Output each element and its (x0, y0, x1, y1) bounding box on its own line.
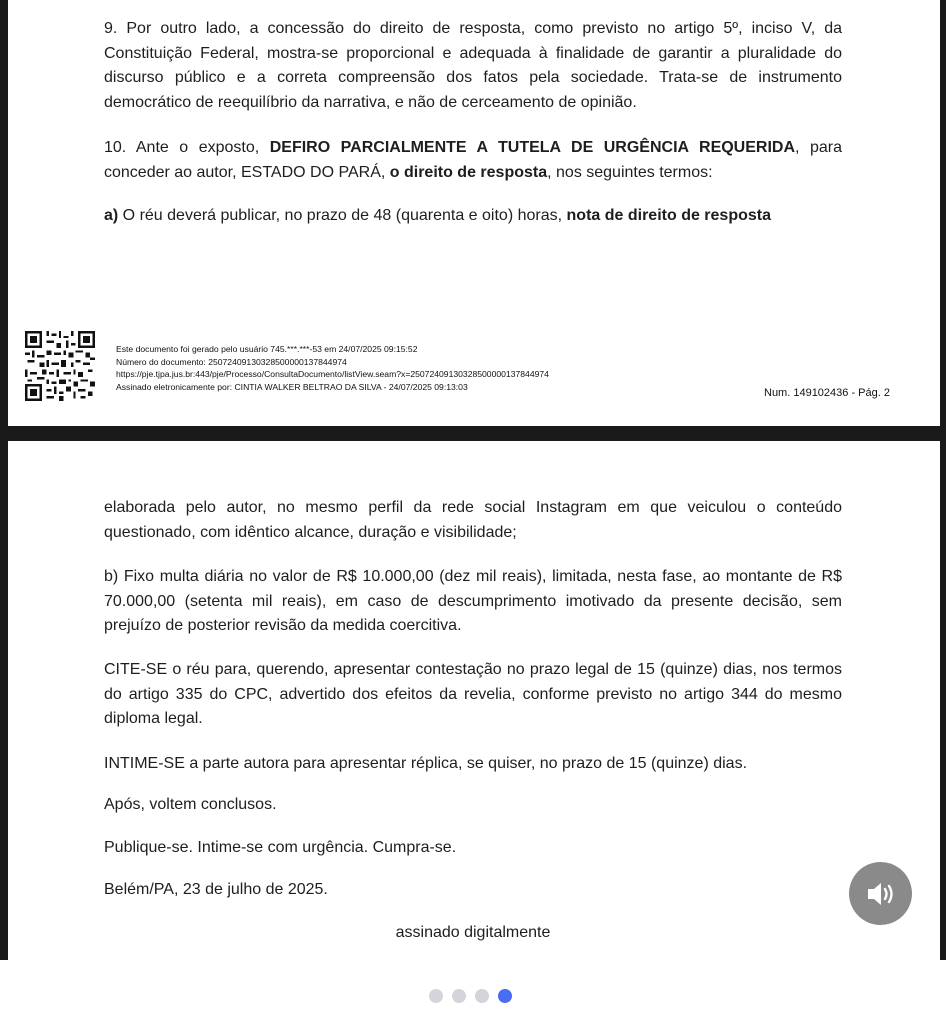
item-label: a) (104, 207, 119, 224)
item-bold: nota de direito de resposta (566, 207, 771, 224)
footer-signed-by: Assinado eletronicamente por: CINTIA WALKER BELTRAO DA SILVA - 24/07/2025 09:13:03 (116, 381, 468, 392)
document-signature-footer (116, 343, 549, 393)
carousel-dot[interactable] (475, 989, 489, 1003)
paragraph-intime: INTIME-SE a parte autora para apresentar réplica, se quiser, no prazo de 15 (quinze) dias. (104, 755, 748, 772)
document-page-2 (8, 0, 940, 426)
carousel-dot[interactable] (452, 989, 466, 1003)
carousel-dot[interactable] (429, 989, 443, 1003)
paragraph-continuation: elaborada pelo autor, no mesmo perfil da rede social Instagram em que veiculou o conteúdo questionado, com idêntico alcance, duração e visibilidade; (104, 499, 842, 541)
signature-date: Belém/PA, 23 de julho de 2025. (104, 881, 328, 898)
paragraph-10 (104, 136, 842, 185)
paragraph-10-text: 10. Ante o exposto, (104, 139, 270, 156)
qr-code-icon (25, 331, 95, 401)
audio-toggle-button[interactable] (849, 862, 912, 925)
carousel-dot[interactable] (498, 989, 512, 1003)
item-text: O réu deverá publicar, no prazo de 48 (quarenta e oito) horas, (118, 207, 567, 224)
paragraph-10-bold: DEFIRO PARCIALMENTE A TUTELA DE URGÊNCIA REQUERIDA (269, 139, 796, 156)
footer-generated-by: Este documento foi gerado pelo usuário 745.***.***-53 em 24/07/2025 09:15:52 (116, 344, 418, 354)
signature-note: assinado digitalmente (395, 924, 551, 941)
paragraph-10-bold: o direito de resposta (389, 163, 548, 181)
document-page-3 (8, 441, 940, 960)
paragraph-apos: Após, voltem conclusos. (104, 796, 277, 813)
paragraph-a (104, 204, 842, 229)
footer-document-number: Número do documento: 25072409130328500000137844974 (116, 356, 347, 367)
paragraph-cite: CITE-SE o réu para, querendo, apresentar contestação no prazo legal de 15 (quinze) dias, nos termos do artigo 335 do CPC, advertido dos efeitos da revelia, conforme previsto no artigo 344 do mesmo diploma legal. (104, 661, 842, 727)
carousel-pagination (429, 989, 512, 1003)
paragraph-10-text: , nos seguintes termos: (547, 163, 713, 181)
page-number: Num. 149102436 - Pág. 2 (764, 387, 890, 399)
paragraph-9: 9. Por outro lado, a concessão do direito de resposta, como previsto no artigo 5º, inciso V, da Constituição Federal, mostra-se proporcional e adequada à finalidade de garantir a pluralidade do discurso público e a correta compreensão dos fatos pela sociedade. Trata-se de instrumento democrático de reequilíbrio da narrativa, e não de cerceamento de opinião. (104, 20, 842, 111)
footer-url: https://pje.tjpa.jus.br:443/pje/Processo/ConsultaDocumento/listView.seam?x=25072409130328500000137844974 (116, 369, 549, 379)
paragraph-10-text: , para conceder ao autor, ESTADO DO PARÁ, (104, 139, 843, 181)
paragraph-publique: Publique-se. Intime-se com urgência. Cumpra-se. (104, 839, 457, 856)
paragraph-b: b) Fixo multa diária no valor de R$ 10.000,00 (dez mil reais), limitada, nesta fase, ao montante de R$ 70.000,00 (setenta mil reais), em caso de descumprimento imotivado da presente decisão, sem prejuízo de posterior revisão da medida coercitiva. (104, 568, 842, 634)
speaker-icon (866, 881, 896, 907)
